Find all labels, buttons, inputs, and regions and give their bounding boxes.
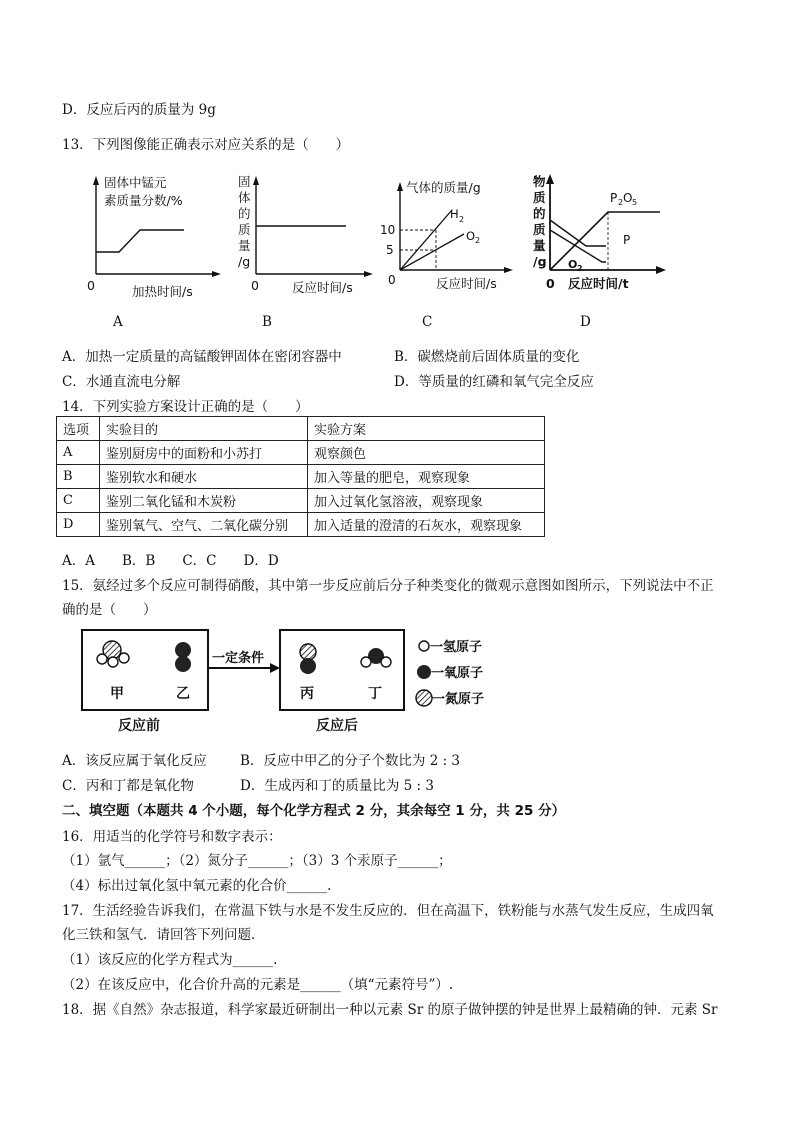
q18-stem-line1: 18．据《自然》杂志报道，科学家最近研制出一种以元素 Sr 的原子做钟摆的钟是世界上最精确的钟．元素 Sr: [62, 1002, 718, 1018]
graph-c-o2-label: O: [466, 229, 476, 243]
q12-option-d: D．反应后丙的质量为 9g: [62, 102, 216, 118]
h2o-molecule: [361, 648, 391, 667]
table-row: [57, 513, 545, 537]
legend-o-icon: [417, 665, 431, 679]
graph-d-yunit: /g: [533, 254, 547, 269]
graph-c-tick-5: 5: [386, 243, 394, 257]
q15-reaction-diagram: [76, 626, 516, 738]
graph-d-xlabel: 反应时间/t: [568, 276, 629, 291]
label-after: 反应后: [316, 718, 358, 734]
label-bing: 丙: [300, 686, 314, 702]
table-cell: 加入过氧化氢溶液，观察现象: [308, 489, 545, 513]
q17-stem-line2: 化三铁和氢气．请回答下列问题．: [62, 927, 265, 943]
q15-stem-line2: 确的是（ ）: [62, 602, 157, 618]
graph-b-letter: B: [262, 314, 272, 330]
table-cell: 鉴别软水和硬水: [100, 465, 308, 489]
q16-line2: （4）标出过氧化氢中氧元素的化合价______.: [62, 878, 332, 894]
graph-c: [378, 168, 518, 308]
q14-stem: 14．下列实验方案设计正确的是（ ）: [62, 399, 309, 415]
q16-stem: 16．用适当的化学符号和数字表示：: [62, 829, 282, 845]
graph-d-ylabel-char: 的: [533, 206, 546, 221]
graph-c-o2-line: [400, 234, 464, 270]
q13-option-b: B．碳燃烧前后固体质量的变化: [394, 349, 580, 365]
q16-line1: （1）氩气______；（2）氮分子______；（3）3 个汞原子______；: [62, 853, 452, 869]
graph-b-origin: 0: [251, 278, 259, 293]
graph-c-tick-10: 10: [380, 223, 396, 237]
table-cell: 加入适量的澄清的石灰水，观察现象: [308, 513, 545, 537]
legend-n-icon: [416, 690, 432, 706]
q17-line2: （2）在该反应中，化合价升高的元素是______（填“元素符号”）.: [62, 977, 454, 993]
legend-h: 一氢原子: [430, 640, 483, 655]
graph-c-letter: C: [422, 314, 433, 330]
graph-c-ylabel: 气体的质量/g: [406, 180, 481, 195]
graph-d-p2o5-label: P: [610, 191, 618, 205]
q13-option-d: D．等质量的红磷和氧气完全反应: [394, 374, 594, 390]
nh3-molecule: [97, 641, 129, 667]
table-cell: A: [57, 441, 100, 465]
table-row: [57, 441, 545, 465]
graph-c-xlabel: 反应时间/s: [436, 276, 497, 291]
graph-d-p2o5-line: [550, 212, 660, 270]
graph-a-ylabel1: 固体中锰元: [104, 175, 167, 190]
table-cell: 加入等量的肥皂，观察现象: [308, 465, 545, 489]
table-row: [57, 465, 545, 489]
graph-d-ylabel-char: 量: [533, 238, 546, 253]
graph-b-xlabel: 反应时间/s: [292, 280, 353, 295]
legend-h-icon: [419, 641, 429, 651]
q15-option-d: D．生成丙和丁的质量比为 5 : 3: [240, 778, 434, 794]
table-cell: 鉴别二氧化锰和木炭粉: [100, 489, 308, 513]
table-cell: C: [57, 489, 100, 513]
graph-b-ylabel-char: 质: [238, 222, 251, 237]
graph-d-p-label: P: [623, 233, 631, 247]
graph-b-ylabel-char: 体: [238, 190, 251, 205]
graph-d-p2o5-o: O: [623, 191, 633, 205]
graph-b-ylabel-char: /g: [238, 254, 251, 269]
table-cell: 鉴别氧气、空气、二氧化碳分别: [100, 513, 308, 537]
graph-c-h2-sub: 2: [459, 215, 465, 224]
label-condition: 一定条件: [212, 651, 265, 666]
graph-a-xlabel: 加热时间/s: [132, 284, 193, 299]
o2-molecule: [175, 642, 191, 672]
graph-d-o2-sub: 2: [577, 264, 583, 273]
label-before: 反应前: [118, 718, 160, 734]
table-header-row: [57, 417, 545, 441]
graph-d: [528, 168, 668, 308]
graph-b-ylabel-char: 固: [238, 174, 251, 189]
q15-option-b: B．反应中甲乙的分子个数比为 2 : 3: [240, 753, 461, 769]
graph-a-ylabel2: 素质量分数/%: [104, 193, 183, 208]
graph-d-p2o5-sub: 5: [632, 198, 638, 207]
q17-line1: （1）该反应的化学方程式为______.: [62, 952, 278, 968]
q13-stem: 13．下列图像能正确表示对应关系的是（ ）: [62, 137, 350, 153]
q15-option-a: A．该反应属于氧化反应: [62, 753, 207, 769]
table-cell: B: [57, 465, 100, 489]
graph-d-origin: 0: [546, 276, 555, 291]
table-header-cell: 实验目的: [100, 417, 308, 441]
table-row: [57, 489, 545, 513]
graph-c-origin: 0: [388, 273, 396, 287]
table-cell: 鉴别厨房中的面粉和小苏打: [100, 441, 308, 465]
graph-d-o2-label: O: [568, 258, 578, 271]
graph-a-curve: [96, 230, 184, 252]
no-molecule: [300, 644, 316, 674]
graph-a-letter: A: [113, 314, 123, 330]
label-ding: 丁: [368, 686, 382, 702]
label-jia: 甲: [110, 686, 124, 702]
graph-c-h2-line: [400, 210, 452, 270]
q14-table: [56, 416, 545, 537]
q13-option-a: A．加热一定质量的高锰酸钾固体在密闭容器中: [62, 349, 342, 365]
label-yi: 乙: [176, 686, 190, 702]
legend-n: 一氮原子: [432, 692, 485, 707]
graph-c-o2-sub: 2: [475, 236, 481, 245]
table-cell: 观察颜色: [308, 441, 545, 465]
graph-d-ylabel-char: 质: [533, 222, 546, 237]
table-cell: D: [57, 513, 100, 537]
table-header-cell: 实验方案: [308, 417, 545, 441]
graph-d-ylabel-char: 质: [533, 190, 546, 205]
q14-options: A．A B．B C．C D．D: [62, 553, 279, 569]
graph-a: [84, 168, 224, 308]
graph-d-p2o5-sub: 2: [618, 198, 624, 207]
q17-stem-line1: 17．生活经验告诉我们，在常温下铁与水是不发生反应的．但在高温下，铁粉能与水蒸气发生反应，生成四氧: [62, 903, 714, 919]
legend-o: 一氧原子: [431, 666, 484, 681]
graph-c-h2-label: H: [450, 207, 459, 221]
graph-a-origin: 0: [87, 278, 95, 293]
graph-b: [236, 168, 376, 308]
q13-option-c: C．水通直流电分解: [62, 374, 181, 390]
table-header-cell: 选项: [57, 417, 100, 441]
q15-option-c: C．丙和丁都是氧化物: [62, 778, 194, 794]
graph-d-letter: D: [580, 314, 591, 330]
section-2-title: 二、填空题（本题共 4 个小题，每个化学方程式 2 分，其余每空 1 分，共 25 分）: [62, 803, 566, 819]
graph-d-ylabel-char: 物: [533, 174, 546, 189]
graph-b-ylabel-char: 量: [238, 238, 251, 253]
q15-stem-line1: 15．氨经过多个反应可制得硝酸，其中第一步反应前后分子种类变化的微观示意图如图所示，下列说法中不正: [62, 578, 714, 594]
graph-b-ylabel-char: 的: [238, 206, 251, 221]
